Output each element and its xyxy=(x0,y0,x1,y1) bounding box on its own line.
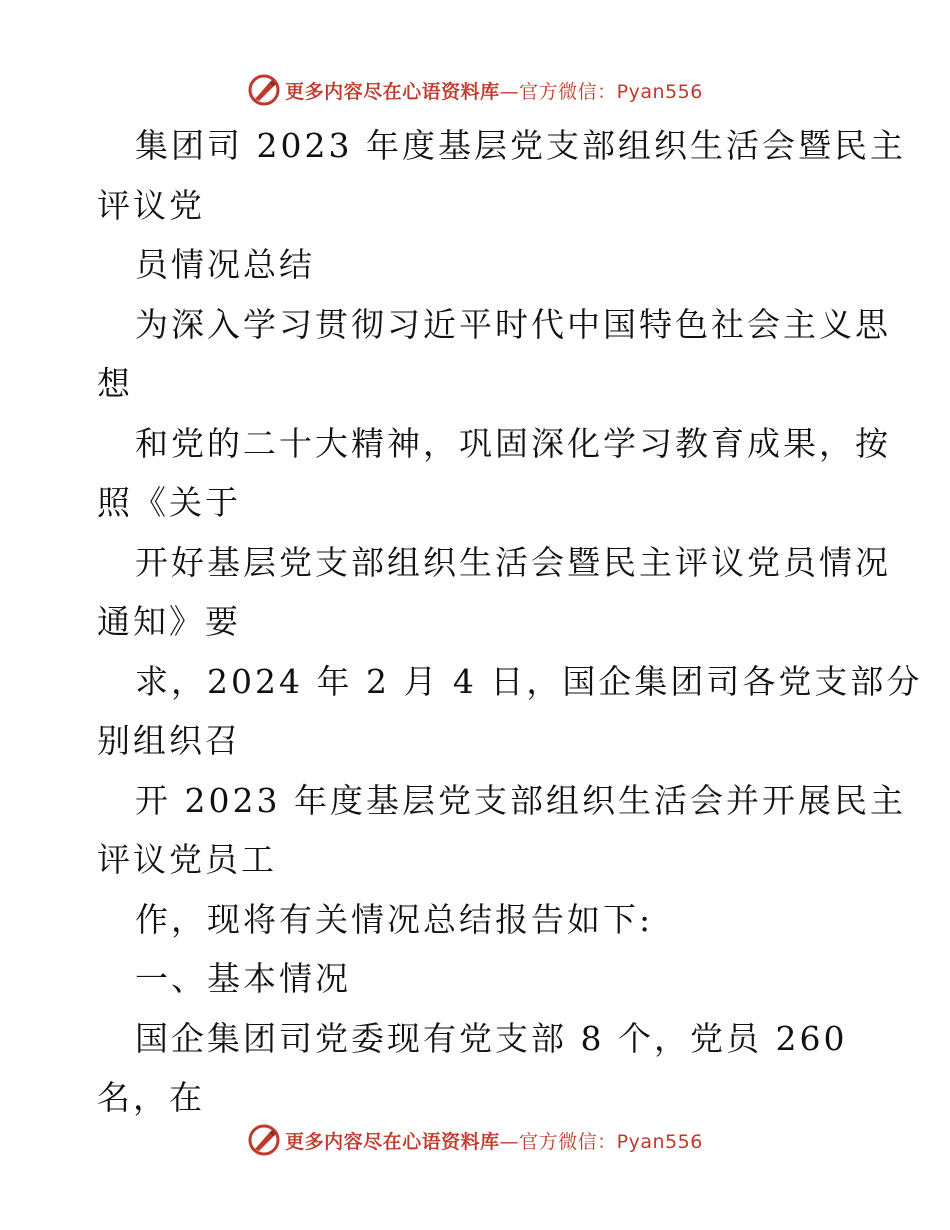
text-line: 为深入学习贯彻习近平时代中国特色社会主义思 xyxy=(135,304,891,344)
text-line: 照《关于 xyxy=(97,483,241,522)
text-line: 开好基层党支部组织生活会暨民主评议党员情况 xyxy=(135,542,891,582)
text-line: 一、基本情况 xyxy=(135,959,351,998)
banner-text: 更多内容尽在心语资料库—官方微信：Pyan556 xyxy=(285,1130,703,1153)
text-line: 别组织召 xyxy=(97,721,241,760)
text-line: 国企集团司党委现有党支部 8 个，党员 260 xyxy=(135,1018,848,1058)
banner-text: 更多内容尽在心语资料库—官方微信：Pyan556 xyxy=(285,80,703,103)
text-line: 员情况总结 xyxy=(135,245,315,284)
text-line: 想 xyxy=(97,364,133,403)
text-line: 评议党员工 xyxy=(97,840,277,879)
text-line: 名，在 xyxy=(97,1078,205,1117)
header-banner xyxy=(0,70,950,110)
text-line: 作，现将有关情况总结报告如下: xyxy=(135,899,654,939)
text-line: 开 2023 年度基层党支部组织生活会并开展民主 xyxy=(135,780,906,820)
pen-logo-icon xyxy=(247,1123,281,1157)
text-line: 评议党 xyxy=(97,185,205,225)
text-line: 通知》要 xyxy=(97,602,241,641)
footer-banner xyxy=(0,1120,950,1160)
pen-logo-icon xyxy=(247,73,281,107)
text-line: 集团司 2023 年度基层党支部组织生活会暨民主 xyxy=(135,126,906,165)
text-line: 和党的二十大精神，巩固深化学习教育成果，按 xyxy=(135,423,891,463)
text-line: 求，2024 年 2 月 4 日，国企集团司各党支部分 xyxy=(135,661,923,701)
